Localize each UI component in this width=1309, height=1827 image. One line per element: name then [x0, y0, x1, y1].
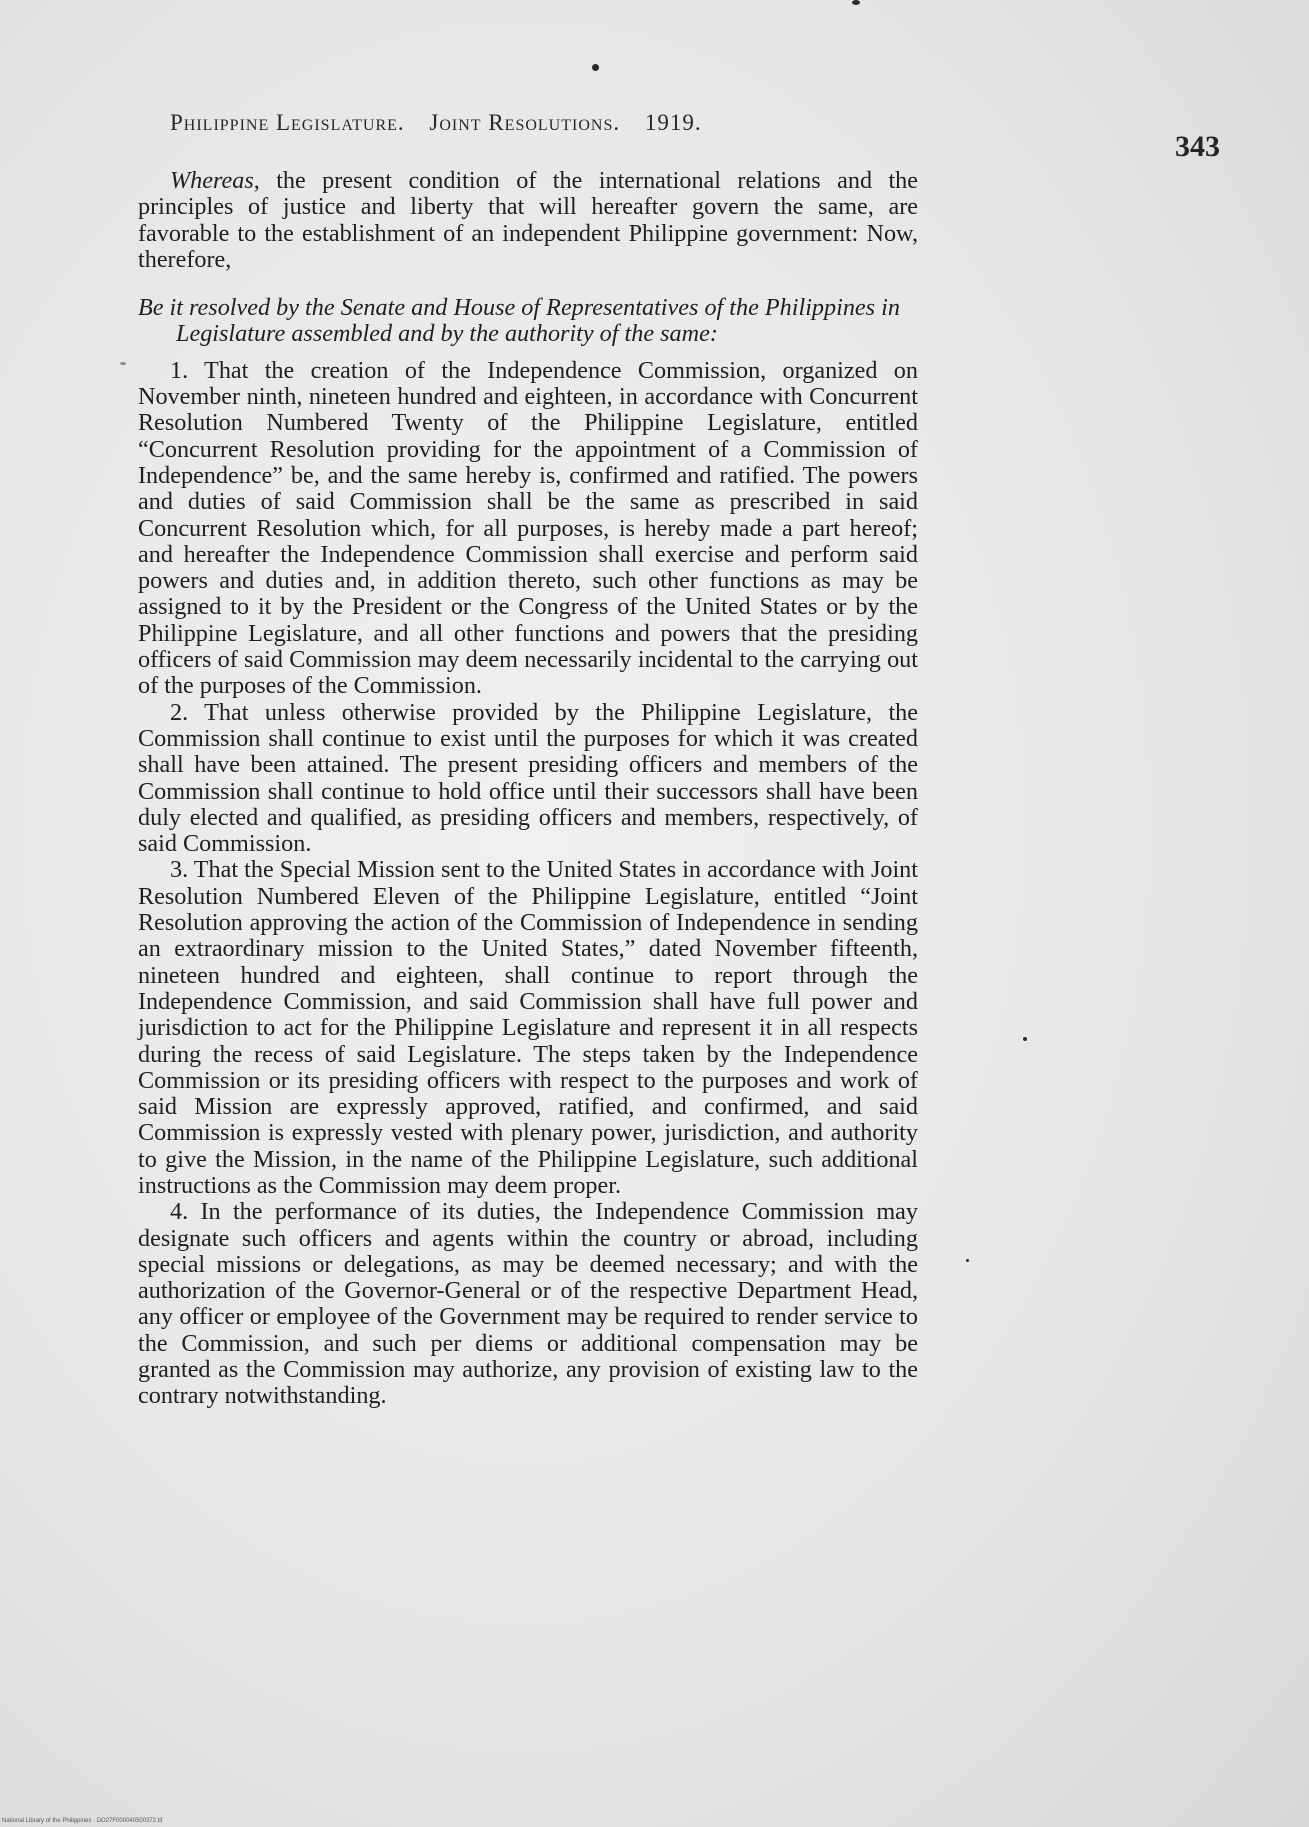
enacting-clause: Be it resolved by the Senate and House of Representatives of the Philippines in Legislature assembled and by the authority of the same: [138, 294, 900, 348]
scan-speck [1023, 1037, 1027, 1041]
section-3: 3. That the Special Mission sent to the United States in accordance with Joint Resolution Numbered Eleven of the Philippine Legislature, entitled “Joint Resolution approving the action of the Commission of Independence in sending an extraordinary mission to the United States,” dated November fifteenth, nineteen hundred and eighteen, shall continue to report through the Independence Commission, and said Commission shall have full power and jurisdiction to act for the Philippine Legislature and represent it in all respects during the recess of said Legislature. The steps taken by the Independence Commission or its presiding officers with respect to the purposes and work of said Mission are expressly approved, ratified, and confirmed, and said Commission is expressly vested with plenary power, jurisdiction, and authority to give the Mission, in the name of the Philippine Legislature, such additional instructions as the Commission may deem proper. [138, 856, 918, 1199]
running-head-center: Joint Resolutions. [429, 110, 621, 135]
resolution-body [138, 168, 918, 1410]
running-head-year: 1919. [644, 110, 702, 135]
whereas-text: the present condition of the international relations and the principles of justice and liberty that will hereafter govern the same, are favorable to the establishment of an independent Philippine government: Now, therefore, [138, 167, 918, 273]
scan-speck [592, 64, 599, 71]
page-number: 343 [1175, 130, 1220, 163]
section-4: 4. In the performance of its duties, the Independence Commission may designate such officers and agents within the country or abroad, including special missions or delegations, as may be deemed necessary; and with the authorization of the Governor-General or of the respective Department Head, any officer or employee of the Government may be required to render service to the Commission, and such per diems or additional compensation may be granted as the Commission may authorize, any provision of existing law to the contrary notwithstanding. [138, 1198, 918, 1410]
running-head [170, 110, 930, 136]
whereas-clause [138, 168, 918, 273]
running-head-left: Philippine Legislature. [170, 110, 405, 135]
section-1: 1. That the creation of the Independence Commission, organized on November ninth, nineteen hundred and eighteen, in accordance with Concurrent Resolution Numbered Twenty of the Philippine Legislature, entitled “Concurrent Resolution providing for the appointment of a Commission of Independence” be, and the same hereby is, confirmed and ratified. The powers and duties of said Commission shall be the same as prescribed in said Concurrent Resolution which, for all purposes, is hereby made a part hereof; and hereafter the Independence Commission shall exercise and perform said powers and duties and, in addition thereto, such other functions as may be assigned to it by the President or the Congress of the United States or by the Philippine Legislature, and all other functions and powers that the presiding officers of said Commission may deem necessarily incidental to the carrying out of the purposes of the Commission. [138, 356, 918, 700]
section-2: 2. That unless otherwise provided by the Philippine Legislature, the Commission shall continue to exist until the purposes for which it was created shall have been attained. The present presiding officers and members of the Commission shall continue to hold office until their successors shall have been duly elected and qualified, as presiding officers and members, respectively, of said Commission. [138, 698, 918, 858]
scan-speck [120, 362, 126, 365]
whereas-lead: Whereas, [170, 167, 260, 194]
scan-credit: National Library of the Philippines · DO27F000040500372.tif [2, 1818, 163, 1824]
scan-speck [966, 1259, 969, 1262]
scan-speck [852, 0, 860, 5]
